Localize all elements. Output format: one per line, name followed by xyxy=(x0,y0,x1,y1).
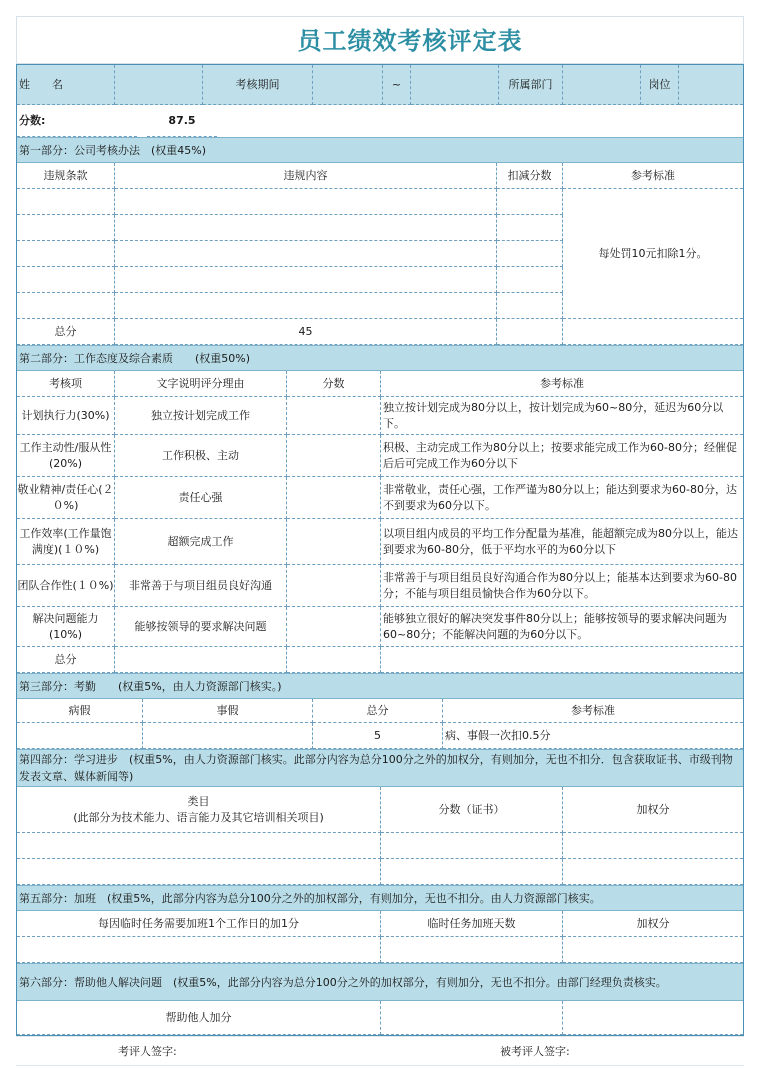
part1-deduct-cell[interactable] xyxy=(497,293,563,319)
post-label: 岗位 xyxy=(641,65,679,105)
part2-col-item: 考核项 xyxy=(17,371,115,397)
part3-row xyxy=(17,723,743,749)
part3-standard: 病、事假一次扣0.5分 xyxy=(443,723,743,749)
part3-col-total: 总分 xyxy=(313,699,443,723)
part6-label: 帮助他人加分 xyxy=(17,1001,381,1035)
part2-col-score: 分数 xyxy=(287,371,381,397)
part1-total-row xyxy=(17,319,743,345)
part5-days-cell[interactable] xyxy=(381,937,563,963)
score-label: 分数: xyxy=(17,105,137,137)
part2-total-label: 总分 xyxy=(17,647,115,673)
part2-standard: 能够独立很好的解决突发事件80分以上；能够按领导的要求解决问题为60~80分；不能解决问题的为60分以下。 xyxy=(381,607,743,647)
part5-title: 第五部分：加班 (权重5%，此部分内容为总分100分之外的加权部分，有则加分，无也不扣分。由人力资源部门核实。 xyxy=(17,885,743,911)
part2-desc: 工作积极、主动 xyxy=(115,435,287,477)
part1-clause-cell[interactable] xyxy=(17,189,115,215)
part6-row xyxy=(17,1001,743,1035)
part2-score-cell[interactable] xyxy=(287,607,381,647)
part2-item: 计划执行力(30%) xyxy=(17,397,115,435)
part3-sick-cell[interactable] xyxy=(17,723,143,749)
part1-deduct-cell[interactable] xyxy=(497,267,563,293)
part2-score-cell[interactable] xyxy=(287,519,381,565)
part5-rule-cell[interactable] xyxy=(17,937,381,963)
part2-desc: 独立按计划完成工作 xyxy=(115,397,287,435)
part1-col-clause: 违规条款 xyxy=(17,163,115,189)
part2-standard: 非常善于与项目组员良好沟通合作为80分以上；能基本达到要求为60-80分；不能与项目组员愉快合作为60分以下。 xyxy=(381,565,743,607)
part2-item: 工作主动性/服从性(20%) xyxy=(17,435,115,477)
dept-label: 所属部门 xyxy=(499,65,563,105)
part1-col-content: 违规内容 xyxy=(115,163,497,189)
part2-standard: 积极、主动完成工作为80分以上；按要求能完成工作为60-80分；经催促后后可完成工作为60分以下 xyxy=(381,435,743,477)
part2-row xyxy=(17,519,743,565)
period-tilde: ~ xyxy=(383,65,411,105)
part4-score-cell[interactable] xyxy=(381,859,563,885)
part1-deduct-cell[interactable] xyxy=(497,215,563,241)
part2-standard: 独立按计划完成为80分以上，按计划完成为60~80分，延迟为60分以下。 xyxy=(381,397,743,435)
part3-personal-cell[interactable] xyxy=(143,723,313,749)
part2-standard: 以项目组内成员的平均工作分配量为基准，能超额完成为80分以上，能达到要求为60-80分，低于平均水平的为60分以下 xyxy=(381,519,743,565)
part4-weight-cell[interactable] xyxy=(563,859,743,885)
part4-col-category-line2: (此部分为技术能力、语言能力及其它培训相关项目) xyxy=(73,810,324,824)
part4-col-headers xyxy=(17,787,743,833)
part4-weight-cell[interactable] xyxy=(563,833,743,859)
part3-col-personal: 事假 xyxy=(143,699,313,723)
part1-col-headers xyxy=(17,163,743,189)
part2-row xyxy=(17,607,743,647)
reviewer-signature-field[interactable] xyxy=(204,1040,374,1062)
part1-title: 第一部分：公司考核办法 (权重45%) xyxy=(17,137,743,163)
part2-standard: 非常敬业，责任心强，工作严谨为80分以上；能达到要求为60-80分，达不到要求为60分以下。 xyxy=(381,477,743,519)
part1-total-deduct[interactable] xyxy=(497,319,563,345)
dept-field[interactable] xyxy=(563,65,641,105)
part1-clause-cell[interactable] xyxy=(17,293,115,319)
part2-total-row xyxy=(17,647,743,673)
part2-col-standard: 参考标准 xyxy=(381,371,743,397)
part1-total-standard xyxy=(563,319,743,345)
part2-desc: 能够按领导的要求解决问题 xyxy=(115,607,287,647)
part1-col-standard: 参考标准 xyxy=(563,163,743,189)
part1-content-cell[interactable] xyxy=(115,293,497,319)
part1-deduct-cell[interactable] xyxy=(497,241,563,267)
part2-col-headers xyxy=(17,371,743,397)
part1-clause-cell[interactable] xyxy=(17,267,115,293)
period-end-field[interactable] xyxy=(411,65,499,105)
part4-title xyxy=(17,749,743,787)
part2-score-cell[interactable] xyxy=(287,477,381,519)
part1-col-deduct: 扣减分数 xyxy=(497,163,563,189)
part1-total-label: 总分 xyxy=(17,319,115,345)
period-label: 考核期间 xyxy=(203,65,313,105)
part2-total-desc xyxy=(115,647,287,673)
part2-item: 团队合作性(１０%) xyxy=(17,565,115,607)
part5-row xyxy=(17,937,743,963)
part4-col-weight: 加权分 xyxy=(563,787,743,833)
part1-standard-block xyxy=(563,189,743,319)
part2-col-desc: 文字说明评分理由 xyxy=(115,371,287,397)
part2-title: 第二部分：工作态度及综合素质 (权重50%) xyxy=(17,345,743,371)
part2-row xyxy=(17,565,743,607)
part4-title-text: 第四部分：学习进步 (权重5%，由人力资源部门核实。此部分内容为总分100分之外的加权分，有则加分，无也不扣分．包含获取证书、市级刊物发表文章、媒体新闻等) xyxy=(19,752,733,783)
name-field[interactable] xyxy=(115,65,203,105)
part3-col-headers xyxy=(17,699,743,723)
score-row xyxy=(17,105,743,137)
part6-days-cell[interactable] xyxy=(381,1001,563,1035)
part4-score-cell[interactable] xyxy=(381,833,563,859)
part3-title: 第三部分：考勤 (权重5%，由人力资源部门核实。) xyxy=(17,673,743,699)
part4-col-category-line1: 类目 xyxy=(187,794,210,808)
reviewee-signature-field[interactable] xyxy=(590,1040,740,1062)
part4-row xyxy=(17,859,743,885)
part2-item: 解决问题能力(10%) xyxy=(17,607,115,647)
part5-col-days: 临时任务加班天数 xyxy=(381,911,563,937)
reviewee-signature-label: 被考评人签字: xyxy=(500,1045,570,1058)
part2-total-score[interactable] xyxy=(287,647,381,673)
part5-col-headers xyxy=(17,911,743,937)
score-value: 87.5 xyxy=(147,105,217,137)
part1-total-value: 45 xyxy=(115,319,497,345)
header-row xyxy=(17,65,743,105)
part2-row xyxy=(17,477,743,519)
part6-weight-cell[interactable] xyxy=(563,1001,743,1035)
name-label: 姓 名 xyxy=(17,65,115,105)
part3-total-value: 5 xyxy=(313,723,443,749)
part4-category-cell[interactable] xyxy=(17,833,381,859)
part1-content-cell[interactable] xyxy=(115,241,497,267)
period-start-field[interactable] xyxy=(313,65,383,105)
part4-col-score: 分数（证书） xyxy=(381,787,563,833)
part2-desc: 责任心强 xyxy=(115,477,287,519)
part5-col-rule: 每因临时任务需要加班1个工作日的加1分 xyxy=(17,911,381,937)
part2-total-standard xyxy=(381,647,743,673)
part2-desc: 非常善于与项目组员良好沟通 xyxy=(115,565,287,607)
part1-content-cell[interactable] xyxy=(115,215,497,241)
part5-weight-cell[interactable] xyxy=(563,937,743,963)
part2-desc: 超额完成工作 xyxy=(115,519,287,565)
part6-title: 第六部分：帮助他人解决问题 (权重5%，此部分内容为总分100分之外的加权部分，有则加分，无也不扣分。由部门经理负责核实。 xyxy=(17,963,743,1001)
reviewer-signature-label: 考评人签字: xyxy=(118,1045,177,1058)
part4-row xyxy=(17,833,743,859)
part1-standard-text: 每处罚10元扣除1分。 xyxy=(563,189,743,319)
part2-score-cell[interactable] xyxy=(287,565,381,607)
post-field[interactable] xyxy=(679,65,743,105)
part2-item: 工作效率(工作量饱满度)(１０%) xyxy=(17,519,115,565)
part2-row xyxy=(17,397,743,435)
page-title: 员工绩效考核评定表 xyxy=(16,16,744,64)
part1-content-cell[interactable] xyxy=(115,267,497,293)
part5-col-weight: 加权分 xyxy=(563,911,743,937)
part1-deduct-cell[interactable] xyxy=(497,189,563,215)
part3-col-standard: 参考标准 xyxy=(443,699,743,723)
part4-col-category xyxy=(17,787,381,833)
part3-col-sick: 病假 xyxy=(17,699,143,723)
part2-score-cell[interactable] xyxy=(287,435,381,477)
part1-content-cell[interactable] xyxy=(115,189,497,215)
part1-clause-cell[interactable] xyxy=(17,241,115,267)
part2-row xyxy=(17,435,743,477)
part4-category-cell[interactable] xyxy=(17,859,381,885)
part2-item: 敬业精神/责任心(２０%) xyxy=(17,477,115,519)
part1-clause-cell[interactable] xyxy=(17,215,115,241)
part2-score-cell[interactable] xyxy=(287,397,381,435)
